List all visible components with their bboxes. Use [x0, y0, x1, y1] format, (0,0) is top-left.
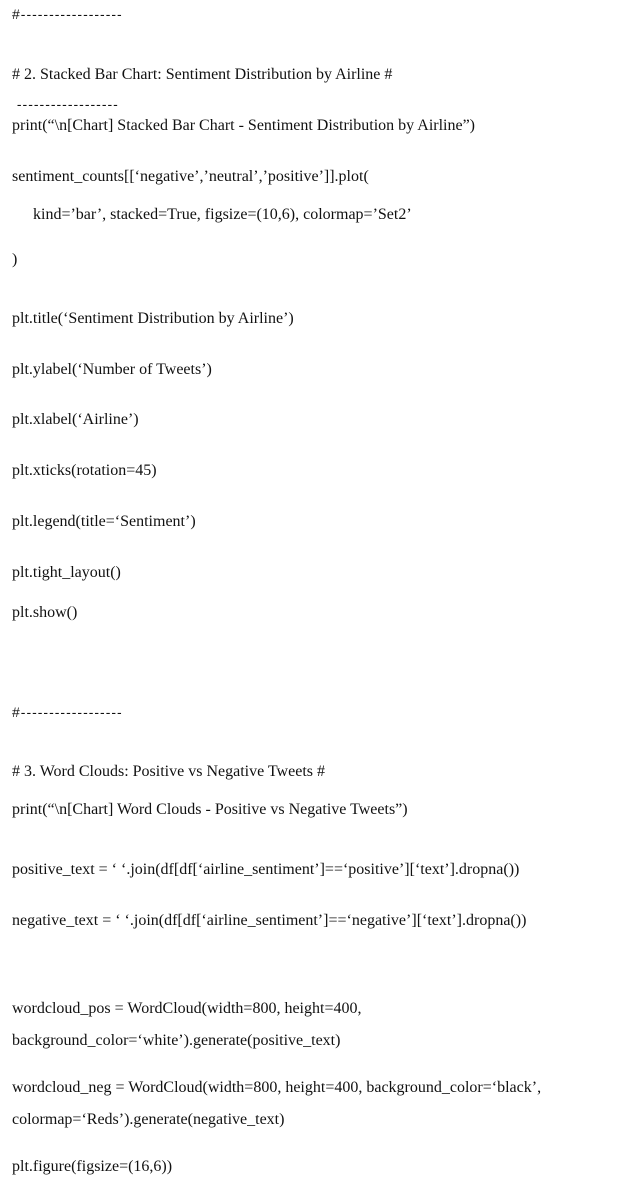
- code-line-print-stacked-bar: print(“\n[Chart] Stacked Bar Chart - Sentiment Distribution by Airline”): [12, 117, 476, 134]
- code-line-wordcloud-pos-1: wordcloud_pos = WordCloud(width=800, height=400,: [12, 1000, 362, 1017]
- code-line-plt-tight-layout: plt.tight_layout(): [12, 564, 121, 581]
- code-line-separator-2: ------------------: [12, 96, 119, 112]
- code-line-plt-show: plt.show(): [12, 604, 78, 621]
- code-line-plt-ylabel: plt.ylabel(‘Number of Tweets’): [12, 361, 212, 378]
- code-line-close-paren: ): [12, 251, 18, 268]
- code-line-separator-3: #------------------: [12, 704, 123, 720]
- code-line-positive-text: positive_text = ‘ ‘.join(df[df[‘airline_sentiment’]==‘positive’][‘text’].dropna()): [12, 861, 520, 878]
- code-line-wordcloud-pos-2: background_color=‘white’).generate(positive_text): [12, 1032, 341, 1049]
- code-line-wordcloud-neg-1: wordcloud_neg = WordCloud(width=800, height=400, background_color=‘black’,: [12, 1079, 542, 1096]
- code-line-plt-title: plt.title(‘Sentiment Distribution by Airline’): [12, 310, 294, 327]
- code-line-plt-xlabel: plt.xlabel(‘Airline’): [12, 411, 139, 428]
- code-line-wordcloud-neg-2: colormap=‘Reds’).generate(negative_text): [12, 1111, 285, 1128]
- code-line-negative-text: negative_text = ‘ ‘.join(df[df[‘airline_sentiment’]==‘negative’][‘text’].dropna()): [12, 912, 527, 929]
- code-line-section-2-header: # 2. Stacked Bar Chart: Sentiment Distribution by Airline #: [12, 66, 393, 83]
- code-line-separator-1: #------------------: [12, 6, 123, 22]
- code-line-plt-legend: plt.legend(title=‘Sentiment’): [12, 513, 196, 530]
- code-line-print-word-clouds: print(“\n[Chart] Word Clouds - Positive vs Negative Tweets”): [12, 801, 408, 818]
- code-line-plot-args: kind=’bar’, stacked=True, figsize=(10,6), colormap=’Set2’: [33, 206, 412, 223]
- code-line-plt-figure: plt.figure(figsize=(16,6)): [12, 1158, 173, 1175]
- code-line-plt-xticks: plt.xticks(rotation=45): [12, 462, 157, 479]
- code-line-section-3-header: # 3. Word Clouds: Positive vs Negative Tweets #: [12, 763, 325, 780]
- code-line-plot-call: sentiment_counts[[‘negative’,’neutral’,’positive’]].plot(: [12, 168, 369, 185]
